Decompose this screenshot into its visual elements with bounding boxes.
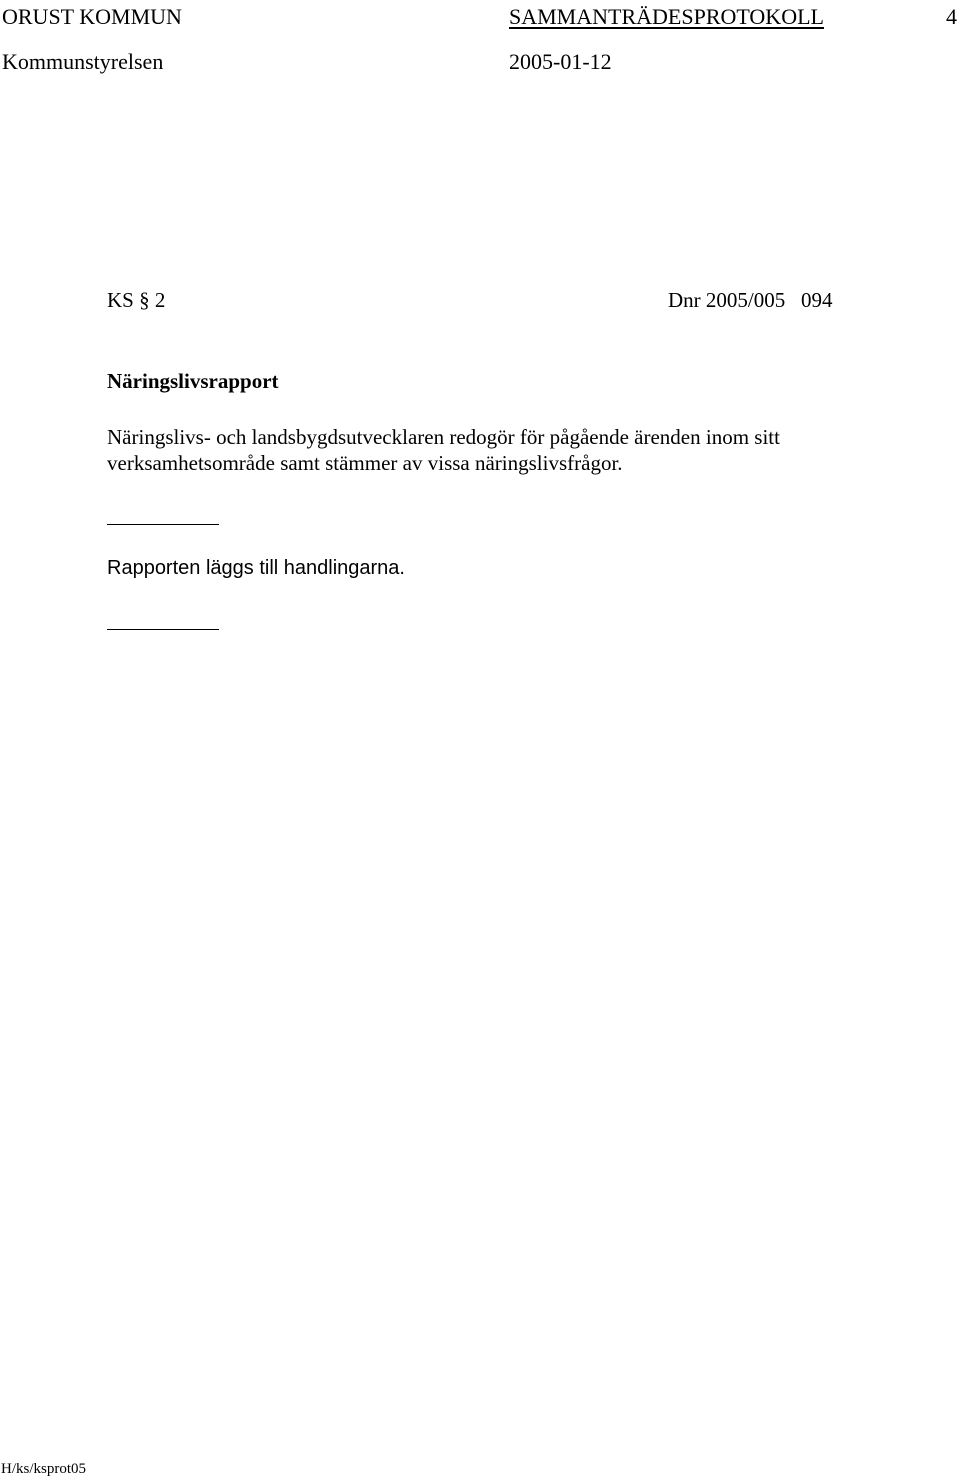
item-description (107, 424, 867, 476)
meeting-date: 2005-01-12 (509, 49, 612, 74)
page-number: 4 (946, 4, 957, 29)
divider-rule (107, 524, 219, 525)
document-title: SAMMANTRÄDESPROTOKOLL (509, 4, 824, 29)
item-subject: Näringslivsrapport (107, 369, 279, 393)
paragraph-reference: KS § 2 (107, 288, 166, 312)
divider-rule (107, 629, 219, 630)
decision-text: Rapporten läggs till handlingarna. (107, 557, 405, 579)
file-reference: H/ks/ksprot05 (1, 1461, 87, 1477)
board-name: Kommunstyrelsen (2, 49, 164, 74)
diary-number: Dnr 2005/005 094 (668, 288, 833, 312)
description-line: verksamhetsområde samt stämmer av vissa näringslivsfrågor. (107, 451, 623, 475)
organization-name: ORUST KOMMUN (2, 4, 182, 29)
description-line: Näringslivs- och landsbygdsutvecklaren redogör för pågående ärenden inom sitt (107, 425, 780, 449)
